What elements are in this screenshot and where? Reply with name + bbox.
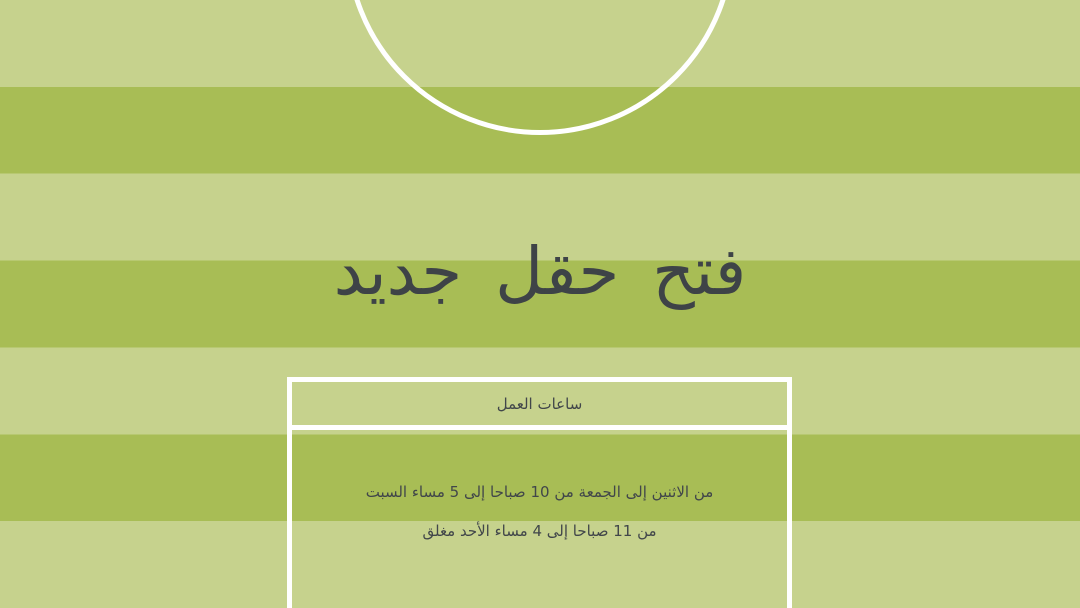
- page-title: فتح حقل جديد: [333, 233, 747, 310]
- center-circle-marking: [345, 0, 735, 135]
- working-hours-line: من 11 صباحا إلى 4 مساء الأحد مغلق: [422, 522, 657, 540]
- working-hours-panel: [287, 377, 792, 608]
- working-hours-body: [292, 430, 787, 541]
- working-hours-title: ساعات العمل: [496, 394, 583, 413]
- working-hours-header: [292, 382, 787, 430]
- working-hours-line: من الاثنين إلى الجمعة من 10 صباحا إلى 5 مساء السبت: [365, 483, 714, 501]
